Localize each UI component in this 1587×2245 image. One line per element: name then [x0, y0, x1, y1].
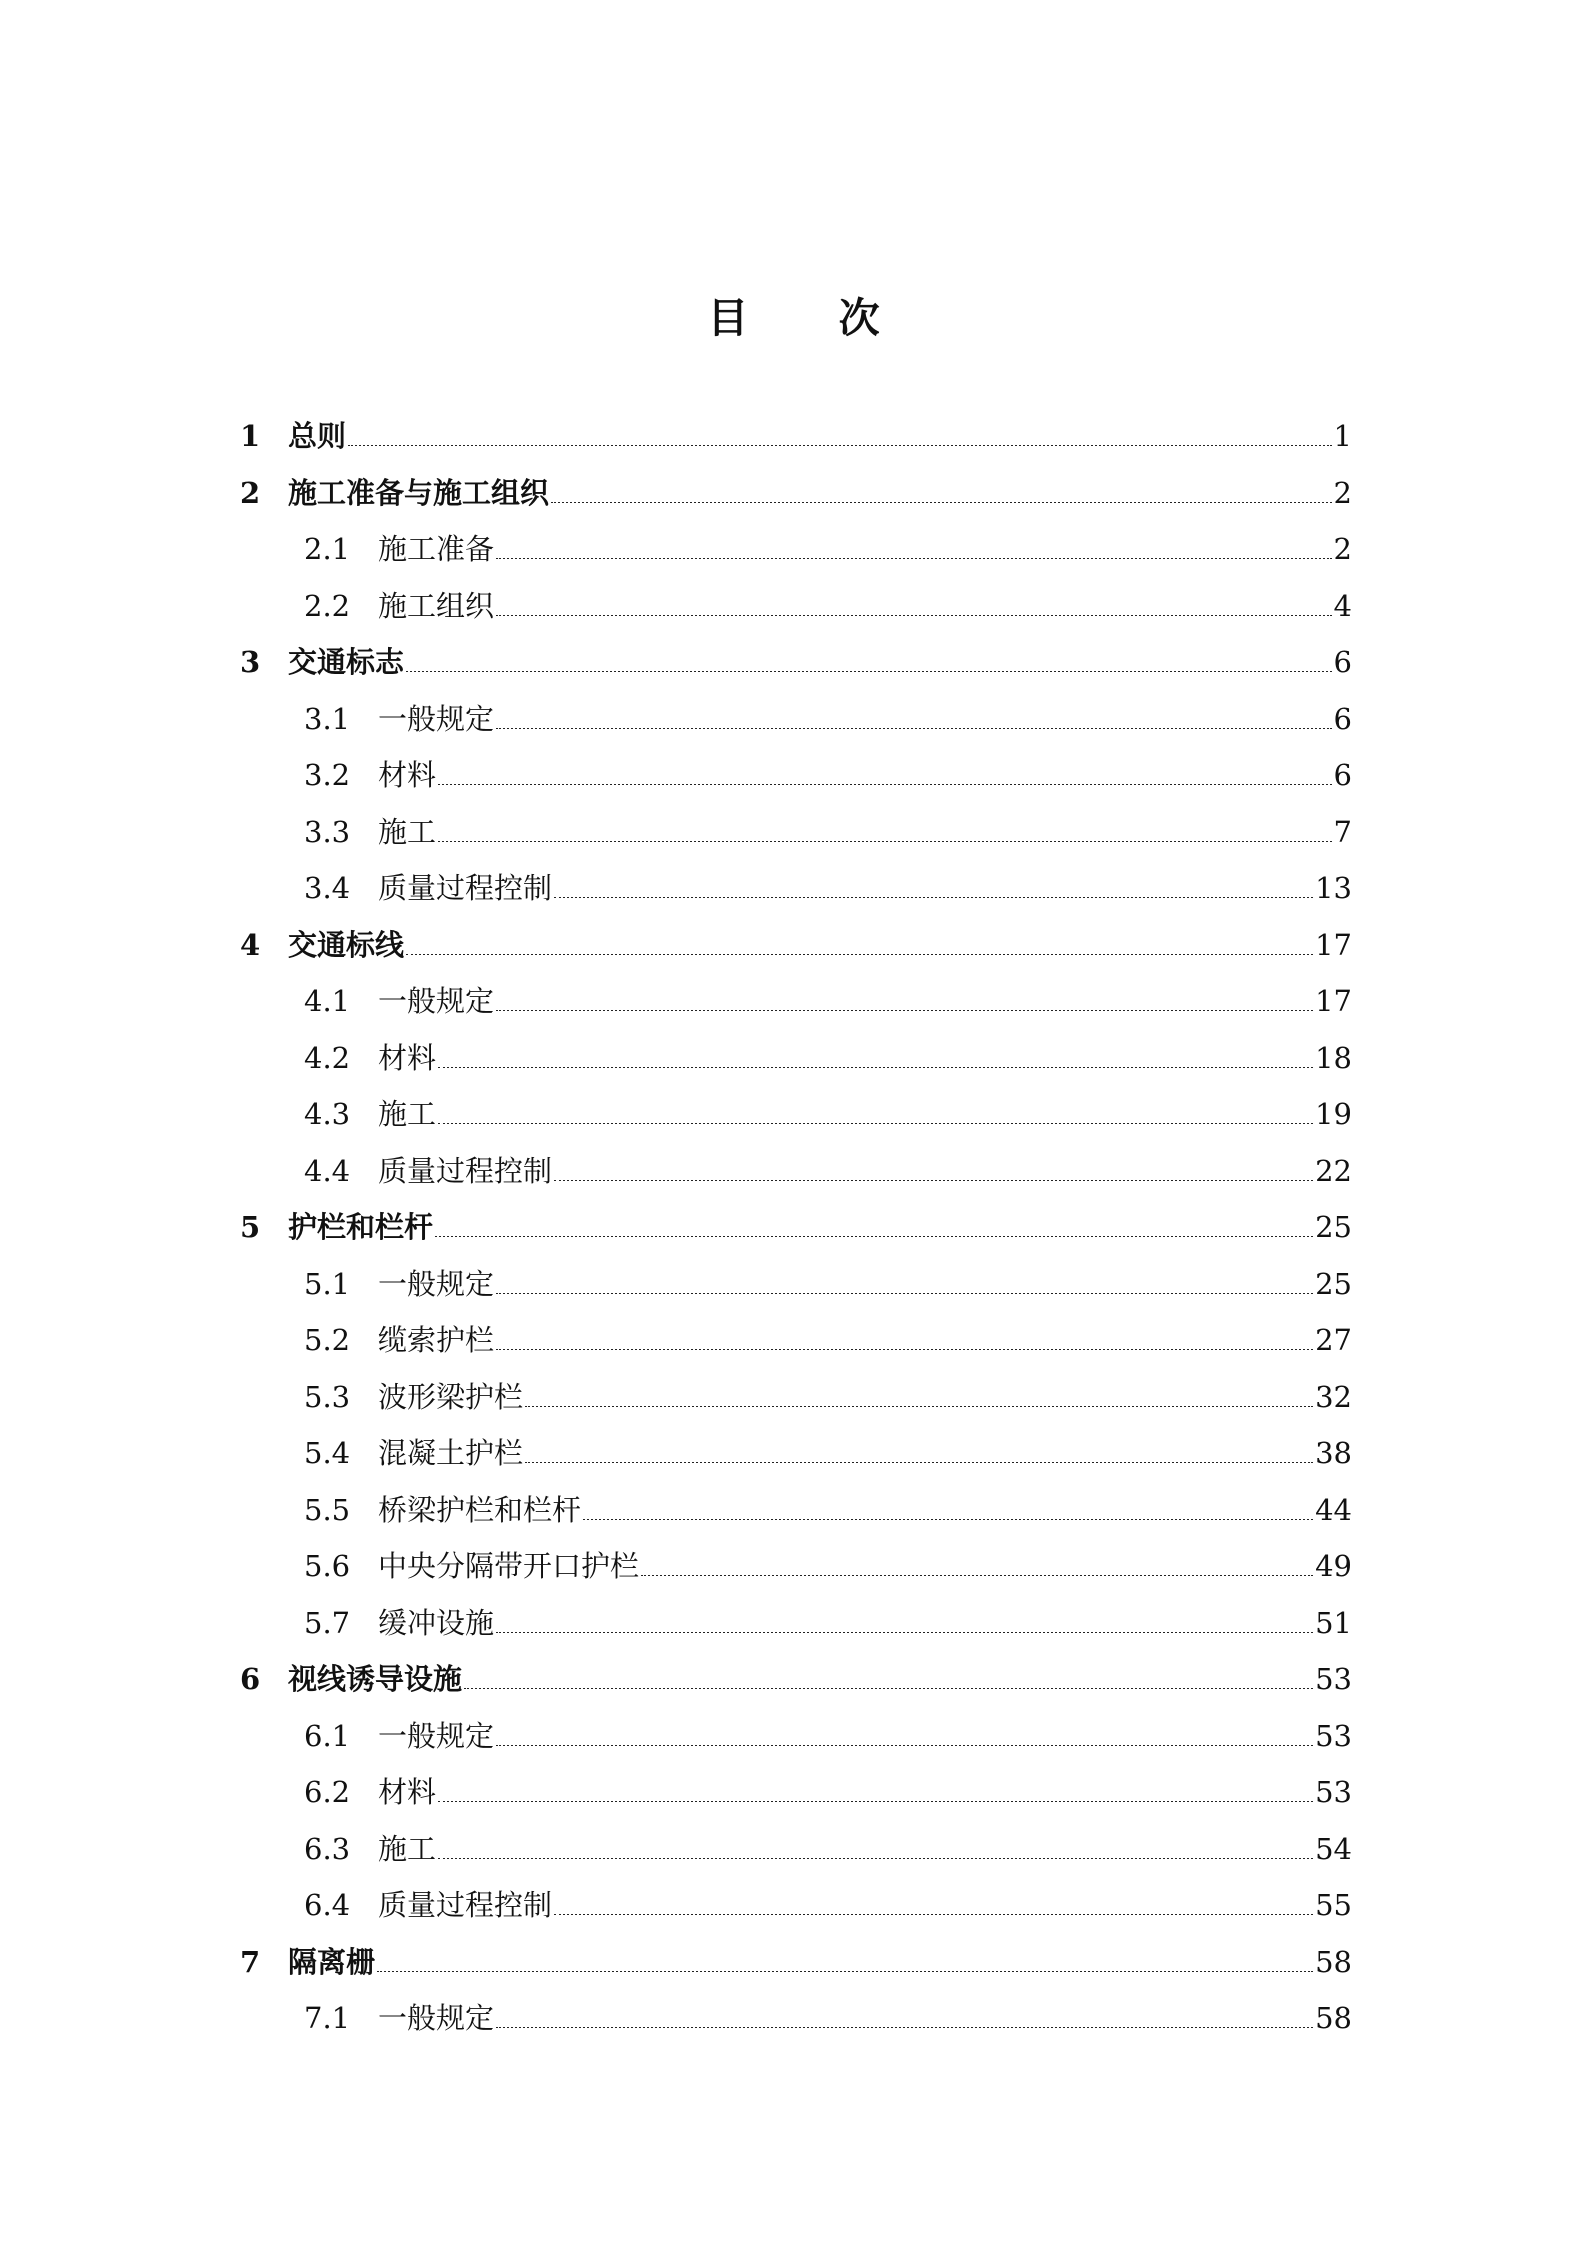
dot-leader	[436, 1067, 1315, 1068]
dot-leader	[436, 784, 1334, 785]
toc-section-entry[interactable]	[240, 973, 1352, 1030]
toc-entry-number: 6.2	[304, 1775, 351, 1809]
toc-section-entry[interactable]	[240, 1086, 1352, 1143]
toc-entry-title: 施工准备	[378, 532, 495, 566]
dot-leader	[494, 1349, 1315, 1350]
toc-entry-page-number: 49	[1315, 1549, 1352, 1583]
toc-section-entry[interactable]	[240, 747, 1352, 804]
dot-leader	[639, 1575, 1315, 1576]
toc-entry-title: 一般规定	[378, 1266, 495, 1301]
toc-entry-number: 4.1	[304, 984, 351, 1018]
toc-entry-title: 波形梁护栏	[378, 1379, 524, 1414]
toc-section-entry[interactable]	[240, 860, 1352, 917]
toc-entry-page-number: 53	[1315, 1718, 1352, 1753]
toc-entry-number: 5	[240, 1210, 261, 1244]
toc-entry-title: 交通标线	[288, 927, 405, 962]
toc-entry-title: 施工准备与施工组织	[288, 475, 550, 510]
toc-entry-title: 交通标志	[288, 645, 405, 679]
dot-leader	[581, 1519, 1315, 1520]
toc-entry-page-number: 6	[1333, 701, 1352, 736]
toc-entry-number: 3.1	[304, 701, 351, 736]
dot-leader	[494, 1745, 1315, 1746]
toc-entry-title: 缆索护栏	[378, 1323, 495, 1357]
toc-entry-title: 材料	[378, 758, 437, 792]
toc-entry-page-number: 38	[1315, 1436, 1352, 1470]
toc-entry-number: 5.4	[304, 1436, 351, 1470]
toc-section-entry[interactable]	[240, 691, 1352, 748]
toc-entry-title: 质量过程控制	[378, 1153, 553, 1188]
toc-entry-page-number: 18	[1315, 1040, 1352, 1075]
toc-entry-title: 一般规定	[378, 984, 495, 1018]
dot-leader	[346, 445, 1334, 446]
dot-leader	[523, 1462, 1315, 1463]
toc-entry-page-number: 6	[1333, 758, 1352, 792]
dot-leader	[494, 728, 1334, 729]
toc-entry-title: 质量过程控制	[378, 871, 553, 905]
dot-leader	[462, 1688, 1315, 1689]
toc-entry-page-number: 6	[1333, 645, 1352, 679]
toc-entry-title: 施工组织	[378, 588, 495, 623]
toc-entry-page-number: 2	[1333, 532, 1352, 566]
toc-entry-title: 材料	[378, 1775, 437, 1809]
toc-entry-number: 2.2	[304, 588, 351, 623]
toc-chapter-entry[interactable]	[240, 1199, 1352, 1256]
toc-entry-number: 3.3	[304, 814, 351, 849]
toc-entry-title: 护栏和栏杆	[288, 1210, 434, 1244]
toc-entry-number: 5.7	[304, 1605, 351, 1640]
toc-entry-number: 4.4	[304, 1153, 351, 1188]
toc-section-entry[interactable]	[240, 1821, 1352, 1878]
dot-leader	[494, 1010, 1315, 1011]
toc-entry-number: 4	[240, 927, 261, 962]
toc-entry-number: 3	[240, 645, 261, 679]
dot-leader	[549, 502, 1334, 503]
toc-entry-page-number: 17	[1315, 984, 1352, 1018]
toc-section-entry[interactable]	[240, 804, 1352, 861]
toc-section-entry[interactable]	[240, 1538, 1352, 1595]
dot-leader	[494, 1293, 1315, 1294]
toc-chapter-entry[interactable]	[240, 408, 1352, 465]
toc-entry-number: 1	[240, 419, 261, 453]
toc-chapter-entry[interactable]	[240, 634, 1352, 691]
toc-entry-number: 2	[240, 475, 261, 510]
toc-entry-page-number: 51	[1315, 1605, 1352, 1640]
dot-leader	[436, 1858, 1315, 1859]
dot-leader	[552, 1914, 1315, 1915]
dot-leader	[523, 1406, 1315, 1407]
toc-entry-page-number: 58	[1315, 2001, 1352, 2035]
toc-chapter-entry[interactable]	[240, 465, 1352, 522]
toc-entry-number: 6	[240, 1662, 261, 1696]
toc-section-entry[interactable]	[240, 1990, 1352, 2047]
dot-leader	[552, 1180, 1315, 1181]
dot-leader	[404, 954, 1315, 955]
toc-entry-page-number: 1	[1333, 419, 1352, 453]
dot-leader	[433, 1236, 1315, 1237]
toc-section-entry[interactable]	[240, 521, 1352, 578]
toc-entry-page-number: 22	[1315, 1153, 1352, 1188]
toc-entry-number: 5.2	[304, 1323, 351, 1357]
dot-leader	[375, 1971, 1315, 1972]
toc-entry-page-number: 58	[1315, 1944, 1352, 1979]
toc-entry-page-number: 25	[1315, 1210, 1352, 1244]
toc-entry-number: 2.1	[304, 532, 351, 566]
toc-entry-number: 3.2	[304, 758, 351, 792]
toc-entry-page-number: 2	[1333, 475, 1352, 510]
toc-entry-number: 3.4	[304, 871, 351, 905]
toc-entry-number: 5.3	[304, 1379, 351, 1414]
toc-entry-number: 5.1	[304, 1266, 351, 1301]
toc-entry-page-number: 13	[1315, 871, 1352, 905]
toc-chapter-entry[interactable]	[240, 1651, 1352, 1708]
toc-section-entry[interactable]	[240, 1482, 1352, 1539]
toc-entry-title: 材料	[378, 1040, 437, 1075]
toc-entry-page-number: 54	[1315, 1831, 1352, 1866]
toc-chapter-entry[interactable]	[240, 1934, 1352, 1991]
toc-section-entry[interactable]	[240, 1143, 1352, 1200]
toc-entry-page-number: 27	[1315, 1323, 1352, 1357]
dot-leader	[494, 2027, 1315, 2028]
toc-entry-title: 中央分隔带开口护栏	[378, 1549, 640, 1583]
toc-section-entry[interactable]	[240, 1256, 1352, 1313]
dot-leader	[494, 558, 1334, 559]
dot-leader	[404, 671, 1334, 672]
toc-entry-title: 隔离栅	[288, 1944, 376, 1979]
toc-entry-number: 5.5	[304, 1492, 351, 1527]
toc-entry-number: 6.1	[304, 1718, 351, 1753]
toc-entry-title: 桥梁护栏和栏杆	[378, 1492, 582, 1527]
toc-section-entry[interactable]	[240, 1425, 1352, 1482]
toc-entry-page-number: 44	[1315, 1492, 1352, 1527]
toc-entry-page-number: 19	[1315, 1097, 1352, 1131]
toc-entry-title: 施工	[378, 814, 437, 849]
toc-entry-number: 4.3	[304, 1097, 351, 1131]
toc-entry-title: 缓冲设施	[378, 1605, 495, 1640]
toc-section-entry[interactable]	[240, 578, 1352, 635]
toc-entry-page-number: 17	[1315, 927, 1352, 962]
toc-entry-number: 6.4	[304, 1888, 351, 1922]
toc-section-entry[interactable]	[240, 1595, 1352, 1652]
toc-entry-title: 一般规定	[378, 701, 495, 736]
toc-entry-number: 4.2	[304, 1040, 351, 1075]
toc-entry-title: 质量过程控制	[378, 1888, 553, 1922]
toc-chapter-entry[interactable]	[240, 917, 1352, 974]
toc-entry-number: 7.1	[304, 2001, 351, 2035]
toc-section-entry[interactable]	[240, 1369, 1352, 1426]
dot-leader	[552, 897, 1315, 898]
toc-entry-page-number: 32	[1315, 1379, 1352, 1414]
dot-leader	[436, 1123, 1315, 1124]
toc-entry-page-number: 53	[1315, 1662, 1352, 1696]
toc-entry-title: 施工	[378, 1097, 437, 1131]
toc-title: 目 次	[707, 294, 918, 342]
toc-entry-page-number: 53	[1315, 1775, 1352, 1809]
toc-entry-title: 一般规定	[378, 2001, 495, 2035]
toc-entry-title: 施工	[378, 1831, 437, 1866]
toc-list	[240, 408, 1352, 2047]
toc-entry-page-number: 4	[1333, 588, 1352, 623]
toc-entry-number: 5.6	[304, 1549, 351, 1583]
toc-entry-number: 7	[240, 1944, 261, 1979]
dot-leader	[494, 615, 1334, 616]
toc-entry-title: 混凝土护栏	[378, 1436, 524, 1470]
toc-entry-page-number: 7	[1333, 814, 1352, 849]
toc-section-entry[interactable]	[240, 1708, 1352, 1765]
toc-entry-title: 总则	[288, 419, 347, 453]
toc-section-entry[interactable]	[240, 1877, 1352, 1934]
toc-section-entry[interactable]	[240, 1764, 1352, 1821]
dot-leader	[436, 841, 1334, 842]
toc-entry-page-number: 55	[1315, 1888, 1352, 1922]
toc-section-entry[interactable]	[240, 1312, 1352, 1369]
toc-entry-page-number: 25	[1315, 1266, 1352, 1301]
dot-leader	[494, 1632, 1315, 1633]
dot-leader	[436, 1801, 1315, 1802]
toc-entry-title: 视线诱导设施	[288, 1662, 463, 1696]
toc-entry-title: 一般规定	[378, 1718, 495, 1753]
toc-section-entry[interactable]	[240, 1030, 1352, 1087]
toc-entry-number: 6.3	[304, 1831, 351, 1866]
